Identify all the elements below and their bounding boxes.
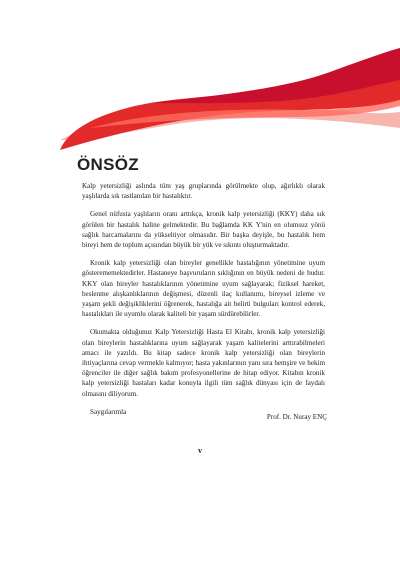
paragraph-2: Genel nüfusta yaşlıların oranı arttıkça, kronik kalp yetersizliği (KKY) daha sık görülen bir hastalık haline gelmektedir. Bu bağlamda KK Y'nin en olumsuz yönü sağlık harcamalarını da yükseltiyor olmasıdır. Bir başka deyişle, bu hastalık hem bireyi hem de toplum açısından büyük bir yük ve sıkıntı oluşturmaktadır.	[82, 210, 325, 250]
closing-line: Saygılarımla	[90, 407, 127, 416]
paragraph-3: Kronik kalp yetersizliği olan bireyler genellikle hastalığının yönetimine uyum gösterememektedirler. Hastaneye başvuruların sıklığının en büyük nedeni de budur. KKY olan bireyler hastalıklarının yönetimine uyum sağlayarak; fiziksel hareket, beslenme alışkanlıklarının değişmesi, düzenli ilaç kullanımı, bireysel izleme ve yaşam şekli değişikliklerini öğrenerek, hastalığa ait belirti bulguları kontrol ederek, hastalıkları ile uyumlu olarak kaliteli bir yaşam sürdürebilirler.	[82, 259, 325, 319]
red-wave-banner	[0, 0, 400, 160]
preface-body	[82, 181, 325, 419]
page-number: v	[198, 446, 202, 455]
paragraph-4: Okumakta olduğunuz Kalp Yetersizliği Hasta El Kitabı, kronik kalp yetersizliği olan bireylerin hastalıklarına uyum sağlayarak yaşam kalitelerini arttırabilmeleri amacı ile yazıldı. Bu kitap sadece kronik kalp yetersizliği olan bireylerin ihtiyaçlarına cevap vermekle kalmıyor; hasta yakınlarının yanı sıra hemşire ve hekim öğrenciler ile diğer sağlık bakım profesyonellerine de hitap ediyor. Kitabın kronik kalp yetersizliği hastaları kadar konuyla ilgili tüm sağlık dünyası için de faydalı olmasını diliyorum.	[82, 328, 325, 398]
author-signature: Prof. Dr. Nuray ENÇ	[266, 413, 327, 421]
paragraph-1: Kalp yetersizliği aslında tüm yaş gruplarında görülmekte olup, ağırlıklı olarak yaşlılarda sık rastlanılan bir hastalıktır.	[82, 182, 325, 201]
page-title: ÖNSÖZ	[77, 155, 139, 174]
